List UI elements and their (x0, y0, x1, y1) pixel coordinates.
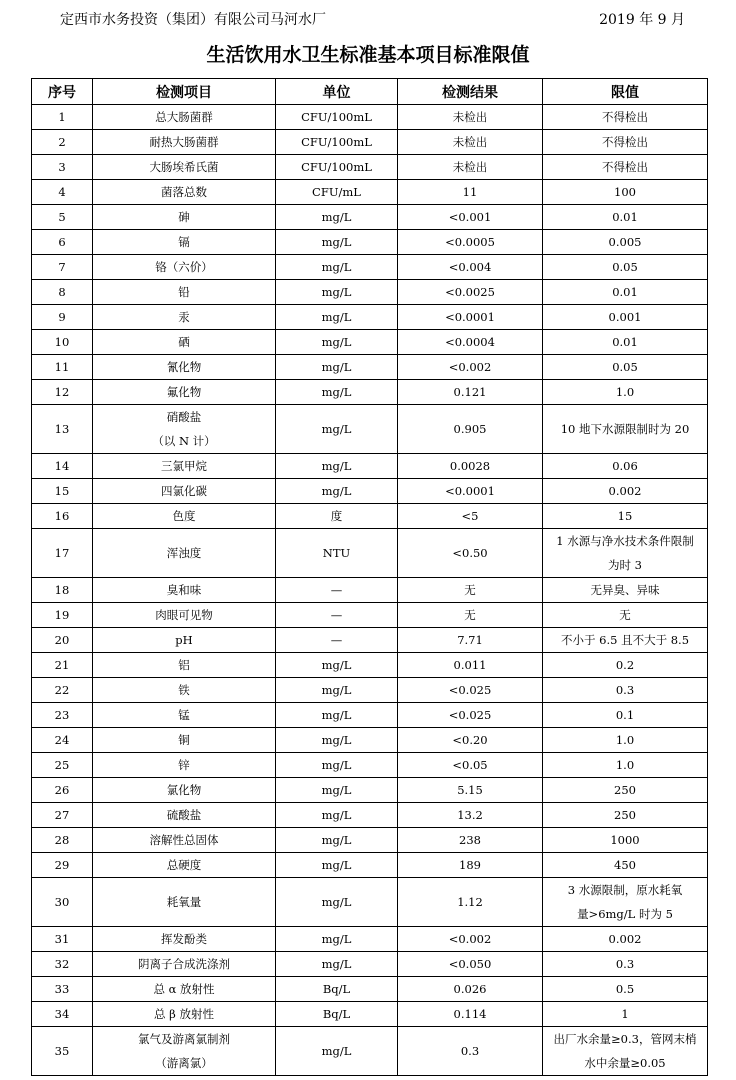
result-cell: <0.0001 (398, 305, 543, 330)
table-row (32, 653, 708, 678)
row-number-cell: 32 (32, 952, 93, 977)
row-number-cell: 21 (32, 653, 93, 678)
row-number-cell: 29 (32, 853, 93, 878)
result-cell: <0.001 (398, 205, 543, 230)
row-number-cell: 15 (32, 479, 93, 504)
row-number-cell: 28 (32, 828, 93, 853)
document-header (60, 9, 685, 29)
limit-cell: 0.01 (543, 205, 708, 230)
test-item-cell: 锌 (93, 753, 276, 778)
result-cell: <5 (398, 504, 543, 529)
table-row (32, 105, 708, 130)
test-item-cell: 色度 (93, 504, 276, 529)
table-row (32, 628, 708, 653)
row-number-cell: 10 (32, 330, 93, 355)
limit-cell (543, 1027, 708, 1076)
unit-cell: mg/L (276, 653, 398, 678)
row-number-cell: 5 (32, 205, 93, 230)
table-header-row (32, 79, 708, 105)
row-number-cell: 4 (32, 180, 93, 205)
unit-cell: Bq/L (276, 977, 398, 1002)
row-number-cell: 18 (32, 578, 93, 603)
table-row (32, 1002, 708, 1027)
row-number-cell: 20 (32, 628, 93, 653)
result-cell: 189 (398, 853, 543, 878)
test-item-cell: 耐热大肠菌群 (93, 130, 276, 155)
unit-cell: mg/L (276, 1027, 398, 1076)
test-item-cell: 总 α 放射性 (93, 977, 276, 1002)
unit-cell: mg/L (276, 828, 398, 853)
limit-cell-line1: 3 水源限制，原水耗氧 (567, 883, 683, 897)
result-cell: 0.026 (398, 977, 543, 1002)
column-header-result: 检测结果 (398, 79, 543, 105)
row-number-cell: 7 (32, 255, 93, 280)
unit-cell: CFU/100mL (276, 130, 398, 155)
unit-cell: mg/L (276, 479, 398, 504)
unit-cell: mg/L (276, 405, 398, 454)
unit-cell: mg/L (276, 927, 398, 952)
result-cell: 13.2 (398, 803, 543, 828)
limit-cell (543, 529, 708, 578)
result-cell: <0.004 (398, 255, 543, 280)
result-cell: 11 (398, 180, 543, 205)
table-row (32, 230, 708, 255)
test-item-cell: 三氯甲烷 (93, 454, 276, 479)
table-row (32, 454, 708, 479)
table-row (32, 330, 708, 355)
unit-cell: mg/L (276, 230, 398, 255)
test-item-cell-line2: （以 N 计） (152, 434, 216, 448)
limit-cell: 100 (543, 180, 708, 205)
limit-cell: 0.5 (543, 977, 708, 1002)
unit-cell: CFU/mL (276, 180, 398, 205)
result-cell: 未检出 (398, 130, 543, 155)
test-item-cell: 汞 (93, 305, 276, 330)
result-cell: 未检出 (398, 155, 543, 180)
limit-cell: 不得检出 (543, 155, 708, 180)
unit-cell: mg/L (276, 952, 398, 977)
test-item-cell: 铅 (93, 280, 276, 305)
test-item-cell: 浑浊度 (93, 529, 276, 578)
test-item-cell: 菌落总数 (93, 180, 276, 205)
result-cell: 0.3 (398, 1027, 543, 1076)
test-item-cell: 耗氧量 (93, 878, 276, 927)
row-number-cell: 14 (32, 454, 93, 479)
test-item-cell: 阴离子合成洗涤剂 (93, 952, 276, 977)
table-row (32, 205, 708, 230)
unit-cell: mg/L (276, 280, 398, 305)
table-row (32, 280, 708, 305)
organization-name: 定西市水务投资（集团）有限公司马河水厂 (60, 12, 326, 28)
test-item-cell: 挥发酚类 (93, 927, 276, 952)
row-number-cell: 2 (32, 130, 93, 155)
column-header-unit: 单位 (276, 79, 398, 105)
row-number-cell: 6 (32, 230, 93, 255)
limit-cell: 0.002 (543, 927, 708, 952)
result-cell: 0.011 (398, 653, 543, 678)
result-cell: 1.12 (398, 878, 543, 927)
result-cell: <0.0004 (398, 330, 543, 355)
row-number-cell: 23 (32, 703, 93, 728)
limit-cell: 0.3 (543, 678, 708, 703)
limit-cell: 不得检出 (543, 130, 708, 155)
unit-cell: — (276, 578, 398, 603)
row-number-cell: 13 (32, 405, 93, 454)
result-cell: 无 (398, 603, 543, 628)
table-row (32, 405, 708, 454)
row-number-cell: 8 (32, 280, 93, 305)
test-item-cell: 总 β 放射性 (93, 1002, 276, 1027)
test-item-cell: 溶解性总固体 (93, 828, 276, 853)
test-item-cell (93, 1027, 276, 1076)
test-item-cell-line2: （游离氯） (155, 1056, 213, 1070)
limit-cell: 0.05 (543, 355, 708, 380)
result-cell: <0.025 (398, 678, 543, 703)
result-cell: <0.0001 (398, 479, 543, 504)
table-row (32, 853, 708, 878)
unit-cell: mg/L (276, 728, 398, 753)
row-number-cell: 3 (32, 155, 93, 180)
unit-cell: mg/L (276, 853, 398, 878)
table-row (32, 753, 708, 778)
result-cell: 无 (398, 578, 543, 603)
result-cell: <0.002 (398, 927, 543, 952)
test-item-cell: pH (93, 628, 276, 653)
unit-cell: — (276, 603, 398, 628)
limit-cell-line1: 出厂水余量≥0.3，管网末梢 (553, 1032, 697, 1046)
table-row (32, 728, 708, 753)
table-row (32, 578, 708, 603)
water-quality-table (31, 78, 708, 1076)
result-cell: <0.20 (398, 728, 543, 753)
result-cell: 0.121 (398, 380, 543, 405)
row-number-cell: 24 (32, 728, 93, 753)
limit-cell: 1.0 (543, 728, 708, 753)
table-row (32, 180, 708, 205)
test-item-cell: 氯化物 (93, 778, 276, 803)
table-row (32, 380, 708, 405)
table-row (32, 255, 708, 280)
unit-cell: mg/L (276, 753, 398, 778)
table-body (32, 105, 708, 1076)
row-number-cell: 22 (32, 678, 93, 703)
table-row (32, 952, 708, 977)
test-item-cell: 硫酸盐 (93, 803, 276, 828)
row-number-cell: 30 (32, 878, 93, 927)
limit-cell-line2: 水中余量≥0.05 (584, 1056, 666, 1070)
unit-cell: mg/L (276, 454, 398, 479)
limit-cell: 无 (543, 603, 708, 628)
limit-cell: 0.01 (543, 330, 708, 355)
result-cell: <0.0025 (398, 280, 543, 305)
result-cell: <0.05 (398, 753, 543, 778)
test-item-cell: 肉眼可见物 (93, 603, 276, 628)
unit-cell: mg/L (276, 803, 398, 828)
test-item-cell: 镉 (93, 230, 276, 255)
result-cell: <0.025 (398, 703, 543, 728)
test-item-cell: 锰 (93, 703, 276, 728)
limit-cell: 1.0 (543, 380, 708, 405)
test-item-cell-line1: 硝酸盐 (166, 410, 202, 424)
row-number-cell: 19 (32, 603, 93, 628)
table-row (32, 305, 708, 330)
table-row (32, 678, 708, 703)
table-row (32, 130, 708, 155)
result-cell: 5.15 (398, 778, 543, 803)
test-item-cell: 总大肠菌群 (93, 105, 276, 130)
table-row (32, 529, 708, 578)
test-item-cell-line1: 氯气及游离氯制剂 (138, 1032, 230, 1046)
table-row (32, 878, 708, 927)
test-item-cell: 氟化物 (93, 380, 276, 405)
limit-cell-line2: 量>6mg/L 时为 5 (577, 907, 673, 921)
column-header-no: 序号 (32, 79, 93, 105)
row-number-cell: 1 (32, 105, 93, 130)
row-number-cell: 26 (32, 778, 93, 803)
limit-cell: 1.0 (543, 753, 708, 778)
unit-cell: mg/L (276, 678, 398, 703)
result-cell: <0.0005 (398, 230, 543, 255)
limit-cell: 250 (543, 778, 708, 803)
table-row (32, 504, 708, 529)
result-cell: <0.050 (398, 952, 543, 977)
unit-cell: mg/L (276, 330, 398, 355)
limit-cell: 0.05 (543, 255, 708, 280)
limit-cell: 10 地下水源限制时为 20 (543, 405, 708, 454)
limit-cell: 0.1 (543, 703, 708, 728)
unit-cell: mg/L (276, 703, 398, 728)
result-cell: 7.71 (398, 628, 543, 653)
limit-cell: 0.001 (543, 305, 708, 330)
row-number-cell: 12 (32, 380, 93, 405)
limit-cell: 1 (543, 1002, 708, 1027)
test-item-cell: 硒 (93, 330, 276, 355)
table-row (32, 927, 708, 952)
test-item-cell: 铝 (93, 653, 276, 678)
limit-cell: 0.005 (543, 230, 708, 255)
row-number-cell: 34 (32, 1002, 93, 1027)
unit-cell: mg/L (276, 878, 398, 927)
result-cell: 0.114 (398, 1002, 543, 1027)
limit-cell: 0.3 (543, 952, 708, 977)
test-item-cell (93, 405, 276, 454)
limit-cell: 250 (543, 803, 708, 828)
result-cell: 未检出 (398, 105, 543, 130)
column-header-limit: 限值 (543, 79, 708, 105)
limit-cell (543, 878, 708, 927)
table-row (32, 603, 708, 628)
limit-cell-line1: 1 水源与净水技术条件限制 (556, 534, 694, 548)
test-item-cell: 大肠埃希氏菌 (93, 155, 276, 180)
row-number-cell: 16 (32, 504, 93, 529)
unit-cell: mg/L (276, 778, 398, 803)
table-row (32, 703, 708, 728)
row-number-cell: 17 (32, 529, 93, 578)
result-cell: 0.905 (398, 405, 543, 454)
limit-cell: 450 (543, 853, 708, 878)
unit-cell: mg/L (276, 355, 398, 380)
limit-cell: 0.002 (543, 479, 708, 504)
table-row (32, 803, 708, 828)
test-item-cell: 氰化物 (93, 355, 276, 380)
unit-cell: CFU/100mL (276, 155, 398, 180)
table-row (32, 355, 708, 380)
test-item-cell: 铁 (93, 678, 276, 703)
test-item-cell: 臭和味 (93, 578, 276, 603)
table-row (32, 1027, 708, 1076)
table-row (32, 778, 708, 803)
row-number-cell: 27 (32, 803, 93, 828)
test-item-cell: 铬（六价） (93, 255, 276, 280)
limit-cell: 15 (543, 504, 708, 529)
unit-cell: CFU/100mL (276, 105, 398, 130)
unit-cell: Bq/L (276, 1002, 398, 1027)
row-number-cell: 35 (32, 1027, 93, 1076)
row-number-cell: 11 (32, 355, 93, 380)
result-cell: 238 (398, 828, 543, 853)
result-cell: <0.50 (398, 529, 543, 578)
limit-cell: 0.06 (543, 454, 708, 479)
result-cell: <0.002 (398, 355, 543, 380)
limit-cell: 不得检出 (543, 105, 708, 130)
limit-cell: 无异臭、异味 (543, 578, 708, 603)
unit-cell: 度 (276, 504, 398, 529)
table-row (32, 479, 708, 504)
table-row (32, 977, 708, 1002)
row-number-cell: 9 (32, 305, 93, 330)
unit-cell: mg/L (276, 205, 398, 230)
test-item-cell: 砷 (93, 205, 276, 230)
column-header-item: 检测项目 (93, 79, 276, 105)
unit-cell: NTU (276, 529, 398, 578)
limit-cell: 0.2 (543, 653, 708, 678)
row-number-cell: 25 (32, 753, 93, 778)
limit-cell: 不小于 6.5 且不大于 8.5 (543, 628, 708, 653)
page-title: 生活饮用水卫生标准基本项目标准限值 (206, 44, 530, 66)
limit-cell-line2: 为时 3 (608, 558, 642, 572)
unit-cell: mg/L (276, 380, 398, 405)
test-item-cell: 铜 (93, 728, 276, 753)
limit-cell: 1000 (543, 828, 708, 853)
table-row (32, 828, 708, 853)
result-cell: 0.0028 (398, 454, 543, 479)
unit-cell: mg/L (276, 305, 398, 330)
test-item-cell: 四氯化碳 (93, 479, 276, 504)
table-row (32, 155, 708, 180)
limit-cell: 0.01 (543, 280, 708, 305)
unit-cell: — (276, 628, 398, 653)
report-date: 2019 年 9 月 (599, 12, 685, 28)
row-number-cell: 31 (32, 927, 93, 952)
row-number-cell: 33 (32, 977, 93, 1002)
test-item-cell: 总硬度 (93, 853, 276, 878)
unit-cell: mg/L (276, 255, 398, 280)
